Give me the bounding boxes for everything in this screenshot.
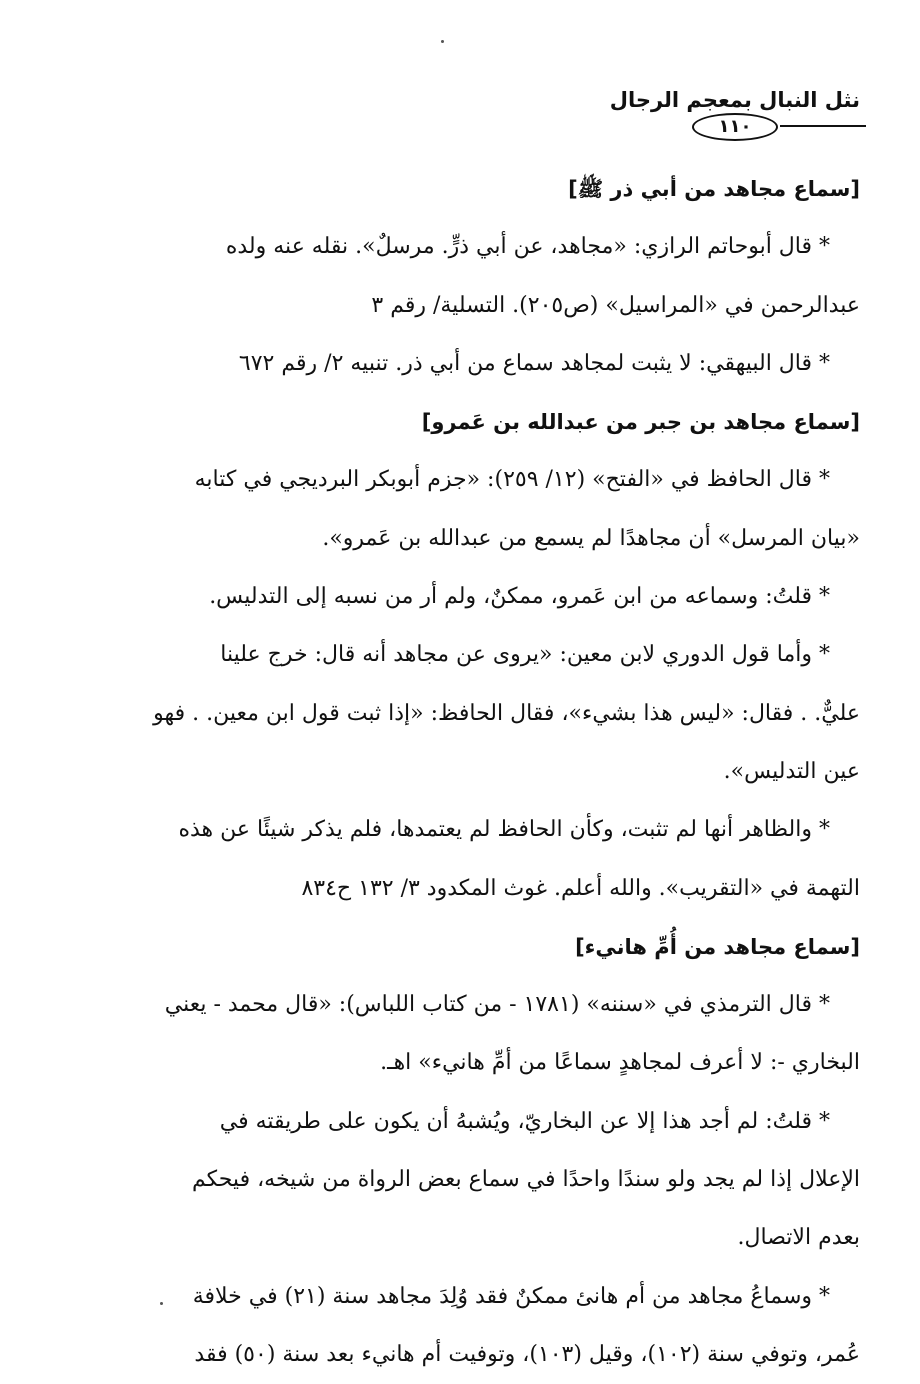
paragraph-line: «بيان المرسل» أن مجاهدًا لم يسمع من عبدالله بن عَمرو». [322,525,860,551]
paragraph-line: * قال الترمذي في «سننه» (١٧٨١ - من كتاب اللباس): «قال محمد - يعني [164,992,830,1018]
header-rule [780,125,866,127]
paragraph-line: * قال أبوحاتم الرازي: «مجاهد، عن أبي ذرٍّ. مرسلٌ». نقله عنه ولده [225,234,830,260]
paragraph-line: بعدم الاتصال. [737,1225,860,1251]
paragraph-line: * قلتُ: لم أجد هذا إلا عن البخاريّ، ويُشبهُ أن يكون على طريقته في [219,1108,830,1134]
paragraph-line: * وسماعُ مجاهد من أم هانئ ممكنٌ فقد وُلِدَ مجاهد سنة (٢١) في خلافة [192,1283,830,1309]
paragraph-line: عُمر، وتوفي سنة (١٠٢)، وقيل (١٠٣)، وتوفيت أم هانيء بعد سنة (٥٠) فقد [194,1341,860,1367]
scan-speck [441,40,444,43]
section-heading: [سماع مجاهد بن جبر من عبدالله بن عَمرو] [421,410,860,435]
paragraph-line: عبدالرحمن في «المراسيل» (ص٢٠٥). التسلية/ رقم ٣ [371,292,860,318]
section-heading: [سماع مجاهد من أبي ذر ﷺ] [568,177,860,201]
paragraph-line: * وأما قول الدوري لابن معين: «يروى عن مجاهد أنه قال: خرج علينا [220,642,830,668]
paragraph-line: * قال البيهقي: لا يثبت لمجاهد سماع من أبي ذر. تنبيه ٢/ رقم ٦٧٢ [238,350,830,376]
page-body [56,160,860,1384]
paragraph-line: * والظاهر أنها لم تثبت، وكأن الحافظ لم يعتمدها، فلم يذكر شيئًا عن هذه [178,817,830,843]
paragraph-line: عين التدليس». [723,758,860,784]
page-number: ١١٠ [692,113,778,141]
paragraph-line: البخاري -: لا أعرف لمجاهدٍ سماعًا من أمِّ هانيء» اهـ. [380,1050,860,1076]
paragraph-line: * قال الحافظ في «الفتح» (١٢/ ٢٥٩): «جزم أبوبكر البرديجي في كتابه [194,467,830,493]
section-heading: [سماع مجاهد من أُمِّ هانيء] [575,934,860,959]
paragraph-line: الإعلال إذا لم يجد ولو سندًا واحدًا في سماع بعض الرواة من شيخه، فيحكم [191,1167,860,1193]
paragraph-line: التهمة في «التقريب». والله أعلم. غوث المكدود ٣/ ١٣٢ ح٨٣٤ [301,875,860,901]
paragraph-line: عليٌّ. . فقال: «ليس هذا بشيء»، فقال الحافظ: «إذا ثبت قول ابن معين. . فهو [153,700,860,726]
running-header-title: نثل النبال بمعجم الرجال [609,88,860,112]
scan-speck [160,1302,163,1305]
paragraph-line: * قلتُ: وسماعه من ابن عَمرو، ممكنٌ، ولم أر من نسبه إلى التدليس. [209,584,830,610]
